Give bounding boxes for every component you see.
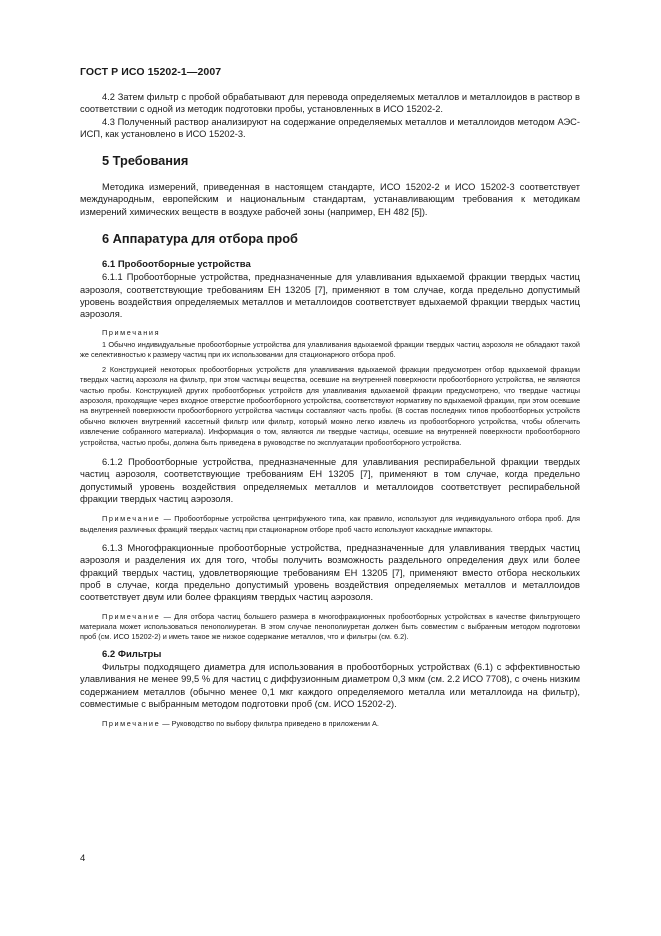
section-5-heading: 5 Требования (102, 153, 189, 169)
note-label: Примечание (102, 719, 161, 729)
paragraph-4-3: 4.3 Полученный раствор анализируют на содержание определяемых металлов и металлоидов методом АЭС-ИСП, как установлено в ИСО 15202-3. (80, 116, 580, 139)
note-text: — Для отбора частиц большего размера в многофракционных пробоотборных устройствах в качестве фильтрующего материала может использоваться пенополиуретан. В этом случае пенополиуретан должен быть совместим с выбранным методом подготовки проб (см. ИСО 15202-2) и иметь такое же низкое содержание металлов, что и фильтры (см. 6.2). (80, 611, 581, 642)
subsection-6-2-heading: 6.2 Фильтры (102, 648, 162, 660)
paragraph-4-2: 4.2 Затем фильтр с пробой обрабатывают для перевода определяемых металлов и металлоидов в раствор в соответствии с одной из методик подготовки пробы, установленных в ИСО 15202-2. (80, 92, 580, 115)
note-6-2 (80, 719, 580, 729)
note-6-1-2 (80, 514, 580, 535)
section-5-text: Методика измерений, приведенная в настоящем стандарте, ИСО 15202-2 и ИСО 15202-3 соответствует международным, европейским и национальным стандартам, устанавливающим требования к методикам измерений химических веществ в воздухе рабочей зоны (например, ЕН 482 [5]). (80, 182, 580, 217)
note-text: — Руководство по выбору фильтра приведено в приложении А. (162, 719, 379, 729)
note-2: 2 Конструкцией некоторых пробоотборных устройств для улавливания вдыхаемой фракции предусмотрен отбор вдыхаемой фракции твердых частиц аэрозоля на фильтр, при этом частицы вещества, осевшие на внутренней поверхности пробоотборного устройства, не являются частью пробы. Конструкцией других пробоотборных устройств для улавливания вдыхаемой фракции предусмотрено, что твердые частицы аэрозоля, проходящие через входное отверстие пробоотборного устройства, соответствуют нормативу по вдыхаемой фракции, при этом осевшие на внутренней поверхности пробоотборного устройства частицы составляют часть пробы. (В состав последних типов пробоотборных устройств обычно включен внутренний кассетный фильтр или фильтр, который можно легко извлечь из пробоотборного устройства, чтобы облегчить извлечение собранного материала). Информация о том, являются ли твердые частицы, осевшие на внутренней поверхности пробоотборного устройства, частью пробы, должна быть приведена в руководстве по эксплуатации пробоотборного устройства. (80, 364, 580, 447)
page-number: 4 (80, 853, 86, 864)
note-text: — Пробоотборные устройства центрифужного типа, как правило, используют для индивидуального отбора проб. Для выделения различных фракций твердых частиц при стационарном отборе проб часто используют каскадные импакторы. (80, 514, 580, 534)
paragraph-6-2: Фильтры подходящего диаметра для использования в пробоотборных устройствах (6.1) с эффективностью улавливания не менее 99,5 % для частиц с диффузионным диаметром 0,3 мкм (см. 2.2 ИСО 7708), с очень низким содержанием металлов (обычно менее 0,1 мкг каждого определяемого металла или металлоида на фильтр), совместимые с выбранным методом подготовки проб (см. ИСО 15202-2). (80, 662, 580, 709)
notes-label: Примечания (102, 327, 161, 337)
page-content (80, 91, 580, 730)
paragraph-6-1-2: 6.1.2 Пробоотборные устройства, предназначенные для улавливания респирабельной фракции твердых частиц аэрозоля, соответствующие требованиям ЕН 13205 [7], применяют в том случае, когда предельно допустимый уровень воздействия определяемых металлов и металлоидов соответствует респирабельной фракции твердых частиц аэрозоля. (80, 457, 580, 504)
note-6-1-3 (80, 612, 580, 643)
note-1: 1 Обычно индивидуальные пробоотборные устройства для улавливания вдыхаемой фракции твердых частиц аэрозоля не обладают такой же селективностью к размеру частиц при их использовании для стационарного отбора проб. (80, 339, 580, 360)
document-header: ГОСТ Р ИСО 15202-1—2007 (80, 66, 222, 78)
paragraph-6-1-3: 6.1.3 Многофракционные пробоотборные устройства, предназначенные для улавливания твердых частиц аэрозоля и разделения их для того, чтобы получить возможность раздельного определения двух или более фракций твердых частиц, удовлетворяющие требованиям ЕН 13205 [7], применяют вместо отбора нескольких проб в случае, когда предельно допустимый уровень воздействия определяемых металлов и металлоидов соответствует двум или более фракциям твердых частиц аэрозоля. (80, 543, 580, 603)
note-label: Примечание (102, 514, 161, 524)
note-label: Примечание (102, 611, 161, 621)
paragraph-6-1-1: 6.1.1 Пробоотборные устройства, предназначенные для улавливания вдыхаемой фракции твердых частиц аэрозоля, соответствующие требованиям ЕН 13205 [7], применяют в том случае, когда предельно допустимый уровень воздействия определяемых металлов и металлоидов соответствует вдыхаемой фракции твердых частиц аэрозоля. (80, 272, 580, 320)
section-6-heading: 6 Аппаратура для отбора проб (102, 231, 298, 247)
subsection-6-1-heading: 6.1 Пробоотборные устройства (102, 259, 251, 271)
